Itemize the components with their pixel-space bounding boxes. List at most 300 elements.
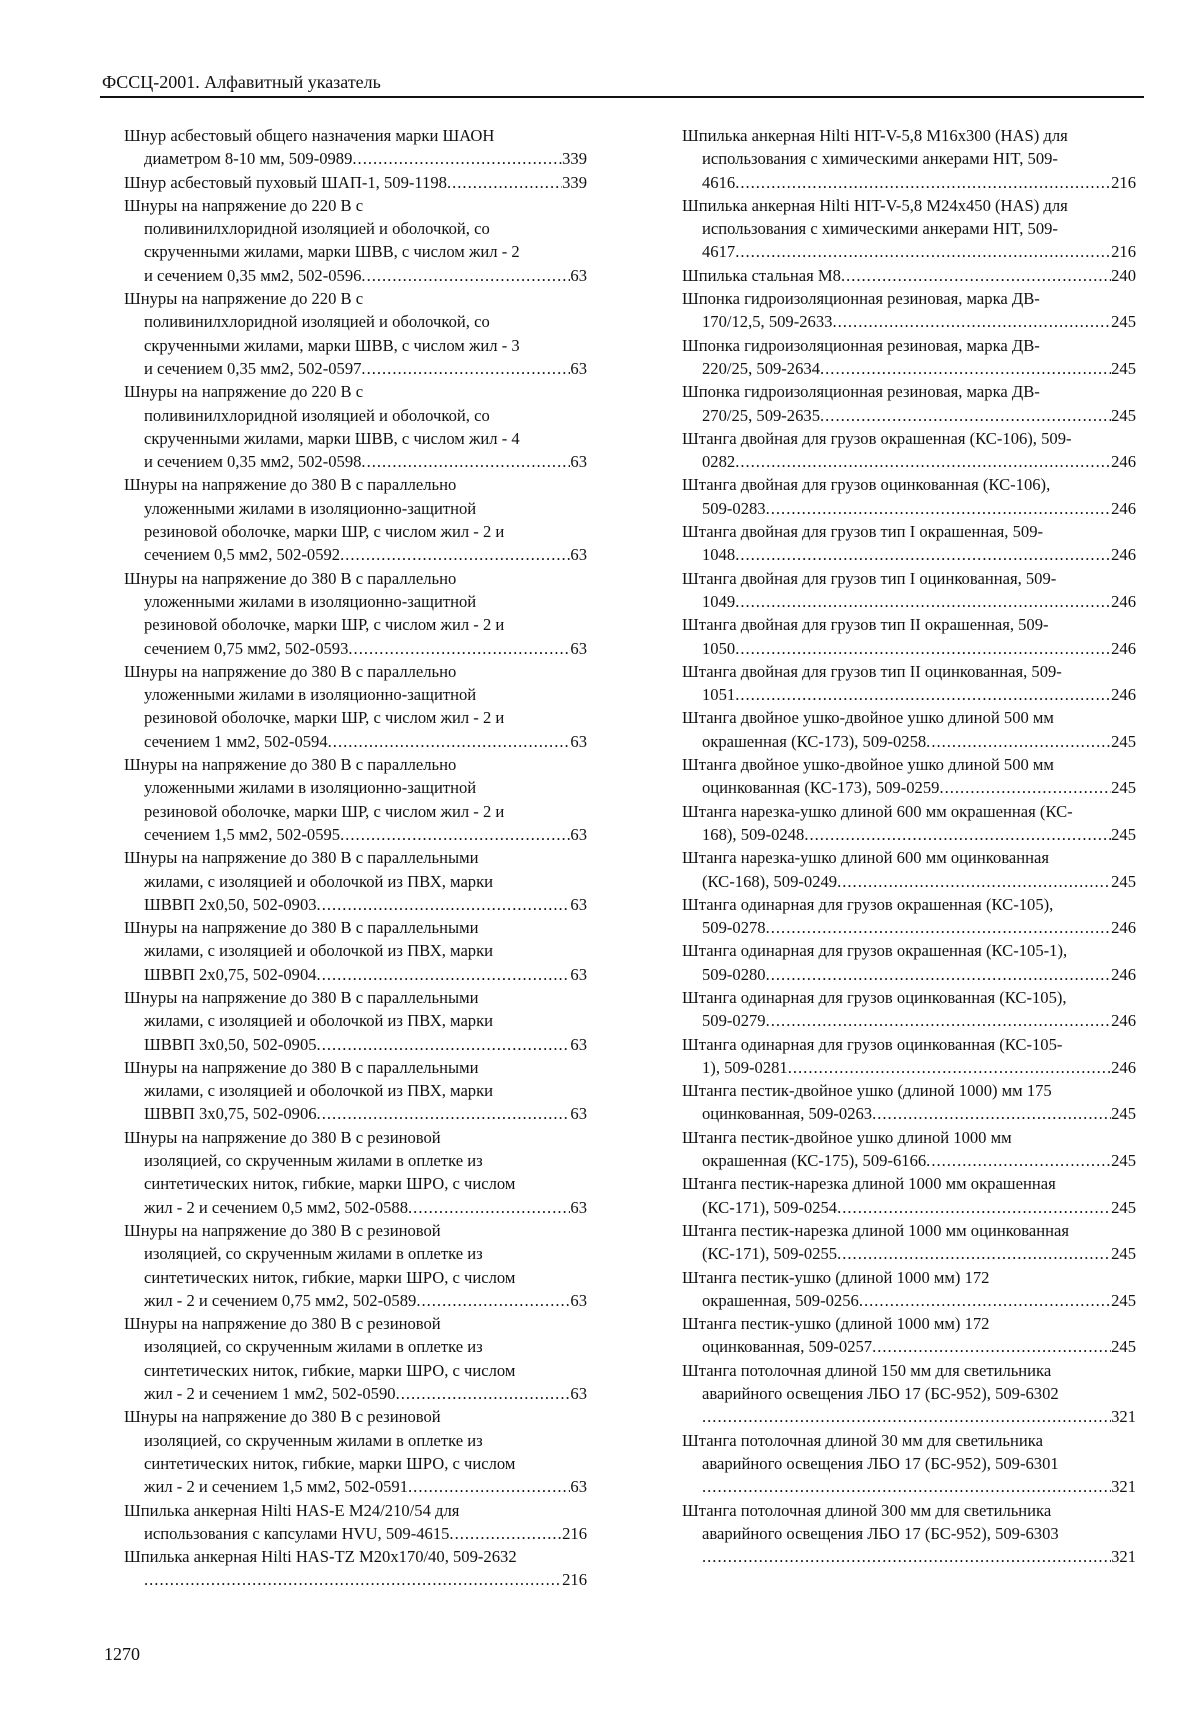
index-entry <box>104 124 587 171</box>
index-entry <box>662 706 1136 753</box>
entry-text-line: Штанга двойная для грузов окрашенная (КС-106), 509- <box>682 428 1072 448</box>
entry-text-line: Штанга одинарная для грузов окрашенная (КС-105), <box>682 894 1054 914</box>
index-entry <box>662 1429 1136 1499</box>
entry-text-line: поливинилхлоридной изоляцией и оболочкой, со <box>144 219 490 239</box>
dot-leader <box>766 497 1112 520</box>
dot-leader <box>766 963 1112 986</box>
index-entry <box>104 1312 587 1405</box>
entry-leader-line <box>124 1102 587 1125</box>
entry-page-ref: 246 <box>1111 452 1136 472</box>
entry-text-line: 270/25, 509-2635 <box>702 405 820 425</box>
entry-leader-line <box>682 1009 1136 1032</box>
entry-text-line: аварийного освещения ЛБО 17 (БС-952), 509-6303 <box>702 1523 1059 1543</box>
entry-text-line: (КС-168), 509-0249 <box>702 871 838 891</box>
entry-text-line: аварийного освещения ЛБО 17 (БС-952), 509-6302 <box>702 1384 1059 1404</box>
entry-page-ref: 63 <box>570 1197 587 1217</box>
index-entry <box>662 194 1136 264</box>
entry-text-line: сечением 0,75 мм2, 502-0593 <box>144 638 349 658</box>
entry-text-line: изоляцией, со скрученным жилами в оплетке из <box>144 1337 483 1357</box>
entry-text-line: использования с капсулами HVU, 509-4615 <box>144 1523 450 1543</box>
entry-text-line: 170/12,5, 509-2633 <box>702 312 833 332</box>
entry-text-line: окрашенная, 509-0256 <box>702 1290 859 1310</box>
dot-leader <box>766 916 1112 939</box>
dot-leader <box>702 1545 1111 1568</box>
entry-leader-line <box>682 730 1136 753</box>
entry-leader-line <box>682 1102 1136 1125</box>
entry-leader-line <box>682 963 1136 986</box>
entry-text-line: 509-0278 <box>702 918 766 938</box>
entry-text-line: и сечением 0,35 мм2, 502-0596 <box>144 265 362 285</box>
entry-text-line: (КС-171), 509-0254 <box>702 1197 838 1217</box>
entry-page-ref: 245 <box>1111 1244 1136 1264</box>
dot-leader <box>926 1149 1111 1172</box>
entry-text-line: изоляцией, со скрученным жилами в оплетке из <box>144 1430 483 1450</box>
entry-page-ref: 245 <box>1111 731 1136 751</box>
index-entry <box>104 1219 587 1312</box>
entry-text-line: использования с химическими анкерами HIT, 509- <box>702 149 1058 169</box>
entry-text-line: Штанга потолочная длиной 150 мм для светильника <box>682 1360 1052 1380</box>
index-entry <box>662 893 1136 940</box>
index-entry <box>662 1126 1136 1173</box>
entry-page-ref: 63 <box>570 1104 587 1124</box>
entry-text-line: 1049 <box>702 591 736 611</box>
entry-text-line: Шнур асбестовый пуховый ШАП-1, 509-1198 <box>124 172 447 192</box>
dot-leader <box>396 1382 571 1405</box>
entry-page-ref: 246 <box>1111 638 1136 658</box>
entry-text-line: Штанга одинарная для грузов оцинкованная (КС-105), <box>682 987 1067 1007</box>
index-entry <box>662 1219 1136 1266</box>
dot-leader <box>449 1522 562 1545</box>
entry-text-line: уложенными жилами в изоляционно-защитной <box>144 778 477 798</box>
index-entry <box>662 1033 1136 1080</box>
entry-leader-line <box>682 1475 1136 1498</box>
entry-text-line: Шнуры на напряжение до 380 В с параллельно <box>124 475 457 495</box>
page-number: 1270 <box>104 1644 140 1664</box>
entry-text-line: Штанга двойная для грузов оцинкованная (КС-106), <box>682 475 1051 495</box>
dot-leader <box>735 637 1111 660</box>
index-entry <box>104 567 587 660</box>
entry-leader-line <box>124 1382 587 1405</box>
index-entry <box>662 753 1136 800</box>
entry-page-ref: 245 <box>1111 871 1136 891</box>
index-entry <box>662 1499 1136 1569</box>
entry-text-line: поливинилхлоридной изоляцией и оболочкой, со <box>144 405 490 425</box>
entry-leader-line <box>124 1196 587 1219</box>
dot-leader <box>841 264 1111 287</box>
entry-page-ref: 63 <box>570 638 587 658</box>
index-column-right <box>662 124 1136 1568</box>
dot-leader <box>317 1033 571 1056</box>
entry-text-line: Шнуры на напряжение до 380 В с параллельными <box>124 848 479 868</box>
entry-text-line: скрученными жилами, марки ШВВ, с числом жил - 3 <box>144 335 520 355</box>
dot-leader <box>340 543 570 566</box>
entry-text-line: скрученными жилами, марки ШВВ, с числом жил - 2 <box>144 242 520 262</box>
entry-leader-line <box>682 637 1136 660</box>
entry-text-line: скрученными жилами, марки ШВВ, с числом жил - 4 <box>144 428 520 448</box>
index-entry <box>104 287 587 380</box>
entry-text-line: Штанга пестик-ушко (длиной 1000 мм) 172 <box>682 1267 990 1287</box>
entry-text-line: резиновой оболочке, марки ШР, с числом жил - 2 и <box>144 801 505 821</box>
entry-page-ref: 246 <box>1111 591 1136 611</box>
index-entry <box>662 613 1136 660</box>
entry-leader-line <box>682 1405 1136 1428</box>
index-entry <box>104 171 587 194</box>
entry-text-line: и сечением 0,35 мм2, 502-0597 <box>144 358 362 378</box>
entry-text-line: Шнуры на напряжение до 380 В с параллельно <box>124 661 457 681</box>
entry-page-ref: 240 <box>1111 265 1136 285</box>
entry-page-ref: 246 <box>1111 498 1136 518</box>
entry-leader-line <box>682 171 1136 194</box>
entry-page-ref: 63 <box>570 452 587 472</box>
index-entry <box>104 916 587 986</box>
entry-page-ref: 63 <box>570 964 587 984</box>
entry-text-line: уложенными жилами в изоляционно-защитной <box>144 685 477 705</box>
entry-text-line: Шпонка гидроизоляционная резиновая, марка ДВ- <box>682 289 1040 309</box>
entry-leader-line <box>682 357 1136 380</box>
entry-leader-line <box>682 916 1136 939</box>
entry-page-ref: 245 <box>1111 312 1136 332</box>
entry-text-line: аварийного освещения ЛБО 17 (БС-952), 509-6301 <box>702 1453 1059 1473</box>
index-entry <box>662 264 1136 287</box>
dot-leader <box>837 870 1111 893</box>
entry-text-line: Шнуры на напряжение до 220 В с <box>124 382 364 402</box>
entry-text-line: Шнуры на напряжение до 380 В с резиновой <box>124 1220 441 1240</box>
index-entry <box>662 1079 1136 1126</box>
entry-text-line: 1050 <box>702 638 736 658</box>
entry-text-line: изоляцией, со скрученным жилами в оплетке из <box>144 1151 483 1171</box>
entry-text-line: Штанга двойное ушко-двойное ушко длиной 500 мм <box>682 755 1054 775</box>
entry-leader-line <box>124 637 587 660</box>
index-column-left <box>104 124 587 1592</box>
entry-text-line: жил - 2 и сечением 0,75 мм2, 502-0589 <box>144 1290 417 1310</box>
entry-text-line: резиновой оболочке, марки ШР, с числом жил - 2 и <box>144 708 505 728</box>
entry-text-line: Штанга одинарная для грузов окрашенная (КС-105-1), <box>682 941 1068 961</box>
dot-leader <box>702 1475 1111 1498</box>
entry-text-line: поливинилхлоридной изоляцией и оболочкой, со <box>144 312 490 332</box>
entry-page-ref: 245 <box>1111 358 1136 378</box>
index-entry <box>662 1359 1136 1429</box>
entry-leader-line <box>682 823 1136 846</box>
index-entry <box>662 287 1136 334</box>
index-entry <box>104 986 587 1056</box>
entry-leader-line <box>124 1033 587 1056</box>
entry-leader-line <box>682 776 1136 799</box>
entry-page-ref: 63 <box>570 1034 587 1054</box>
entry-page-ref: 246 <box>1111 545 1136 565</box>
entry-page-ref: 321 <box>1111 1407 1136 1427</box>
index-entry <box>662 380 1136 427</box>
dot-leader <box>837 1242 1111 1265</box>
entry-text-line: диаметром 8-10 мм, 509-0989 <box>144 149 353 169</box>
entry-text-line: Шнуры на напряжение до 380 В с параллельными <box>124 1057 479 1077</box>
index-entry <box>662 846 1136 893</box>
entry-leader-line <box>124 171 587 194</box>
dot-leader <box>361 357 570 380</box>
entry-page-ref: 63 <box>570 265 587 285</box>
entry-text-line: синтетических ниток, гибкие, марки ШРО, с числом <box>144 1267 516 1287</box>
entry-text-line: 1051 <box>702 685 736 705</box>
entry-text-line: синтетических ниток, гибкие, марки ШРО, с числом <box>144 1360 516 1380</box>
entry-text-line: Штанга нарезка-ушко длиной 600 мм оцинкованная <box>682 848 1050 868</box>
entry-page-ref: 216 <box>1111 242 1136 262</box>
entry-text-line: оцинкованная (КС-173), 509-0259 <box>702 778 940 798</box>
entry-leader-line <box>124 543 587 566</box>
entry-page-ref: 245 <box>1111 405 1136 425</box>
entry-leader-line <box>682 1545 1136 1568</box>
entry-text-line: Штанга нарезка-ушко длиной 600 мм окрашенная (КС- <box>682 801 1073 821</box>
entry-page-ref: 246 <box>1111 685 1136 705</box>
entry-text-line: Штанга пестик-нарезка длиной 1000 мм окрашенная <box>682 1174 1056 1194</box>
index-entry <box>104 660 587 753</box>
index-entry <box>104 1056 587 1126</box>
dot-leader <box>788 1056 1111 1079</box>
entry-text-line: Шпилька анкерная Hilti HAS-TZ M20x170/40, 509-2632 <box>124 1547 517 1567</box>
entry-page-ref: 245 <box>1111 824 1136 844</box>
entry-page-ref: 245 <box>1111 1337 1136 1357</box>
index-entry <box>662 660 1136 707</box>
entry-text-line: Штанга двойное ушко-двойное ушко длиной 500 мм <box>682 708 1054 728</box>
entry-page-ref: 216 <box>562 1570 587 1590</box>
entry-text-line: Шнуры на напряжение до 380 В с резиновой <box>124 1407 441 1427</box>
entry-text-line: окрашенная (КС-175), 509-6166 <box>702 1151 927 1171</box>
entry-text-line: 220/25, 509-2634 <box>702 358 820 378</box>
entry-page-ref: 245 <box>1111 1290 1136 1310</box>
entry-leader-line <box>682 1242 1136 1265</box>
entry-leader-line <box>124 450 587 473</box>
entry-leader-line <box>124 1289 587 1312</box>
entry-text-line: Шнуры на напряжение до 220 В с <box>124 289 364 309</box>
entry-page-ref: 339 <box>562 172 587 192</box>
entry-text-line: и сечением 0,35 мм2, 502-0598 <box>144 452 362 472</box>
entry-text-line: оцинкованная, 509-0257 <box>702 1337 873 1357</box>
entry-text-line: Шнуры на напряжение до 380 В с резиновой <box>124 1314 441 1334</box>
dot-leader <box>317 1102 571 1125</box>
entry-leader-line <box>124 963 587 986</box>
entry-leader-line <box>682 1335 1136 1358</box>
entry-text-line: Штанга пестик-двойное ушко (длиной 1000) мм 175 <box>682 1081 1052 1101</box>
index-entry <box>662 427 1136 474</box>
index-entry <box>662 334 1136 381</box>
dot-leader <box>416 1289 570 1312</box>
entry-text-line: Шпилька анкерная Hilti HIT-V-5,8 M16x300 (HAS) для <box>682 126 1068 145</box>
index-entry <box>662 1172 1136 1219</box>
entry-leader-line <box>682 240 1136 263</box>
entry-text-line: Шнуры на напряжение до 220 В с <box>124 195 364 215</box>
index-entry <box>104 1405 587 1498</box>
entry-page-ref: 63 <box>570 731 587 751</box>
dot-leader <box>872 1102 1111 1125</box>
entry-text-line: 1), 509-0281 <box>702 1057 788 1077</box>
entry-page-ref: 339 <box>562 149 587 169</box>
entry-text-line: Шпилька анкерная Hilti HAS-E M24/210/54 для <box>124 1500 460 1520</box>
entry-text-line: Штанга двойная для грузов тип I оцинкованная, 509- <box>682 568 1057 588</box>
entry-leader-line <box>682 543 1136 566</box>
entry-text-line: жил - 2 и сечением 0,5 мм2, 502-0588 <box>144 1197 409 1217</box>
entry-leader-line <box>682 310 1136 333</box>
entry-page-ref: 245 <box>1111 1104 1136 1124</box>
dot-leader <box>340 823 570 846</box>
entry-page-ref: 246 <box>1111 1057 1136 1077</box>
entry-text-line: (КС-171), 509-0255 <box>702 1244 838 1264</box>
entry-leader-line <box>124 823 587 846</box>
entry-page-ref: 63 <box>570 894 587 914</box>
entry-page-ref: 245 <box>1111 778 1136 798</box>
entry-text-line: жил - 2 и сечением 1 мм2, 502-0590 <box>144 1384 396 1404</box>
entry-text-line: резиновой оболочке, марки ШР, с числом жил - 2 и <box>144 522 505 542</box>
index-entry <box>662 1266 1136 1313</box>
dot-leader <box>804 823 1111 846</box>
index-entry <box>662 520 1136 567</box>
entry-text-line: 0282 <box>702 452 736 472</box>
entry-text-line: Шпилька анкерная Hilti HIT-V-5,8 M24x450 (HAS) для <box>682 195 1068 215</box>
dot-leader <box>926 730 1111 753</box>
index-entry <box>662 473 1136 520</box>
entry-text-line: Штанга двойная для грузов тип II оцинкованная, 509- <box>682 661 1062 681</box>
entry-text-line: жилами, с изоляцией и оболочкой из ПВХ, марки <box>144 941 494 961</box>
index-entry <box>104 380 587 473</box>
entry-leader-line <box>682 264 1136 287</box>
entry-text-line: 4616 <box>702 172 736 192</box>
dot-leader <box>939 776 1111 799</box>
dot-leader <box>735 171 1111 194</box>
dot-leader <box>820 357 1111 380</box>
entry-text-line: Штанга потолочная длиной 300 мм для светильника <box>682 1500 1052 1520</box>
entry-text-line: 509-0279 <box>702 1011 766 1031</box>
dot-leader <box>352 147 562 170</box>
index-entry <box>104 1499 587 1546</box>
entry-text-line: Шнуры на напряжение до 380 В с параллельно <box>124 755 457 775</box>
entry-page-ref: 63 <box>570 358 587 378</box>
entry-page-ref: 216 <box>562 1523 587 1543</box>
entry-text-line: 1048 <box>702 545 736 565</box>
entry-text-line: резиновой оболочке, марки ШР, с числом жил - 2 и <box>144 615 505 635</box>
entry-text-line: 509-0283 <box>702 498 766 518</box>
dot-leader <box>361 264 570 287</box>
entry-text-line: уложенными жилами в изоляционно-защитной <box>144 498 477 518</box>
entry-text-line: ШВВП 2x0,75, 502-0904 <box>144 964 317 984</box>
entry-page-ref: 63 <box>570 1477 587 1497</box>
entry-leader-line <box>124 1475 587 1498</box>
entry-text-line: окрашенная (КС-173), 509-0258 <box>702 731 927 751</box>
entry-page-ref: 246 <box>1111 918 1136 938</box>
dot-leader <box>735 450 1111 473</box>
entry-text-line: Штанга двойная для грузов тип II окрашенная, 509- <box>682 615 1049 635</box>
dot-leader <box>735 590 1111 613</box>
entry-leader-line <box>682 450 1136 473</box>
entry-text-line: сечением 0,5 мм2, 502-0592 <box>144 545 341 565</box>
entry-leader-line <box>682 683 1136 706</box>
entry-page-ref: 321 <box>1111 1547 1136 1567</box>
index-entry <box>662 800 1136 847</box>
dot-leader <box>408 1196 570 1219</box>
dot-leader <box>766 1009 1112 1032</box>
entry-leader-line <box>682 404 1136 427</box>
index-entry <box>104 753 587 846</box>
dot-leader <box>832 310 1111 333</box>
entry-text-line: сечением 1,5 мм2, 502-0595 <box>144 824 341 844</box>
index-entry <box>104 846 587 916</box>
entry-page-ref: 63 <box>570 824 587 844</box>
entry-leader-line <box>124 730 587 753</box>
dot-leader <box>859 1289 1111 1312</box>
index-entry <box>662 124 1136 194</box>
entry-text-line: жилами, с изоляцией и оболочкой из ПВХ, марки <box>144 871 494 891</box>
entry-text-line: 168), 509-0248 <box>702 824 805 844</box>
entry-leader-line <box>124 357 587 380</box>
dot-leader <box>837 1196 1111 1219</box>
dot-leader <box>328 730 571 753</box>
dot-leader <box>348 637 570 660</box>
entry-text-line: оцинкованная, 509-0263 <box>702 1104 873 1124</box>
entry-text-line: Шпилька стальная M8 <box>682 265 841 285</box>
dot-leader <box>735 543 1111 566</box>
entry-text-line: жилами, с изоляцией и оболочкой из ПВХ, марки <box>144 1081 494 1101</box>
dot-leader <box>820 404 1111 427</box>
entry-text-line: Шнуры на напряжение до 380 В с резиновой <box>124 1127 441 1147</box>
entry-text-line: Штанга двойная для грузов тип I окрашенная, 509- <box>682 522 1044 542</box>
entry-text-line: Штанга одинарная для грузов оцинкованная (КС-105- <box>682 1034 1063 1054</box>
entry-leader-line <box>124 1522 587 1545</box>
entry-page-ref: 63 <box>570 545 587 565</box>
dot-leader <box>317 893 571 916</box>
entry-leader-line <box>682 1149 1136 1172</box>
entry-text-line: сечением 1 мм2, 502-0594 <box>144 731 328 751</box>
entry-leader-line <box>124 1568 587 1591</box>
dot-leader <box>408 1475 570 1498</box>
entry-text-line: 509-0280 <box>702 964 766 984</box>
entry-text-line: жилами, с изоляцией и оболочкой из ПВХ, марки <box>144 1011 494 1031</box>
header-rule <box>100 96 1144 98</box>
dot-leader <box>872 1335 1111 1358</box>
entry-leader-line <box>682 1196 1136 1219</box>
entry-page-ref: 63 <box>570 1290 587 1310</box>
entry-text-line: Шнуры на напряжение до 380 В с параллельными <box>124 987 479 1007</box>
dot-leader <box>735 683 1111 706</box>
dot-leader <box>447 171 562 194</box>
entry-text-line: ШВВП 3x0,75, 502-0906 <box>144 1104 317 1124</box>
dot-leader <box>735 240 1111 263</box>
entry-page-ref: 63 <box>570 1384 587 1404</box>
entry-text-line: Штанга пестик-ушко (длиной 1000 мм) 172 <box>682 1314 990 1334</box>
index-entry <box>104 473 587 566</box>
entry-text-line: использования с химическими анкерами HIT, 509- <box>702 219 1058 239</box>
entry-text-line: Шнуры на напряжение до 380 В с параллельно <box>124 568 457 588</box>
entry-page-ref: 321 <box>1111 1477 1136 1497</box>
entry-leader-line <box>682 497 1136 520</box>
dot-leader <box>317 963 571 986</box>
index-entry <box>104 1545 587 1592</box>
entry-leader-line <box>124 147 587 170</box>
index-entry <box>104 194 587 287</box>
entry-leader-line <box>682 870 1136 893</box>
entry-leader-line <box>682 590 1136 613</box>
entry-text-line: жил - 2 и сечением 1,5 мм2, 502-0591 <box>144 1477 409 1497</box>
entry-text-line: синтетических ниток, гибкие, марки ШРО, с числом <box>144 1174 516 1194</box>
index-entry <box>662 986 1136 1033</box>
entry-page-ref: 216 <box>1111 172 1136 192</box>
entry-leader-line <box>682 1056 1136 1079</box>
entry-text-line: ШВВП 2x0,50, 502-0903 <box>144 894 317 914</box>
index-entry <box>662 567 1136 614</box>
dot-leader <box>361 450 570 473</box>
entry-text-line: Штанга потолочная длиной 30 мм для светильника <box>682 1430 1043 1450</box>
index-entry <box>104 1126 587 1219</box>
entry-leader-line <box>124 264 587 287</box>
entry-text-line: синтетических ниток, гибкие, марки ШРО, с числом <box>144 1453 516 1473</box>
entry-text-line: уложенными жилами в изоляционно-защитной <box>144 591 477 611</box>
entry-text-line: Шнуры на напряжение до 380 В с параллельными <box>124 918 479 938</box>
entry-leader-line <box>682 1289 1136 1312</box>
